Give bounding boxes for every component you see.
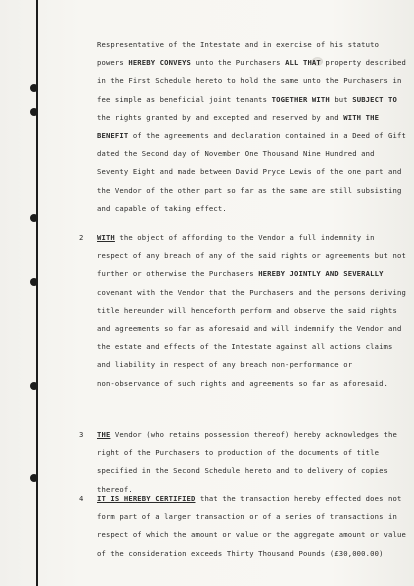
clause-line: powers HEREBY CONVEYS unto the Purchasers ALL THAT property described [97, 58, 406, 68]
clause-line: further or otherwise the Purchasers HEREBY JOINTLY AND SEVERALLY [97, 269, 384, 279]
clause-line: respect of any breach of any of the said rights or agreements but not [97, 251, 406, 261]
clause-number: 2 [79, 233, 84, 242]
clause-1 [97, 36, 406, 218]
clause-number: 3 [79, 430, 84, 439]
clause-line: Seventy Eight and made between David Pryce Lewis of the one part and [97, 167, 402, 177]
clause-line: specified in the Second Schedule hereto and to delivery of copies [97, 466, 389, 476]
clause-line: Respresentative of the Intestate and in exercise of his statuto [97, 40, 380, 49]
punch-hole [30, 382, 38, 390]
clause-line: right of the Purchasers to production of the documents of title [97, 448, 380, 458]
punch-hole [30, 108, 38, 116]
clause-line: of the consideration exceeds Thirty Thousand Pounds (£30,000.00) [97, 548, 384, 558]
clause-line: and agreements so far as aforesaid and will indemnify the Vendor and [97, 324, 402, 334]
clause-4 [97, 490, 406, 563]
clause-3 [97, 426, 397, 499]
clause-line: and capable of taking effect. [97, 203, 227, 213]
clause-line: BENEFIT of the agreements and declaration contained in a Deed of Gift [97, 131, 406, 141]
clause-line: and liability in respect of any breach non-performance or [97, 360, 353, 370]
clause-line: covenant with the Vendor that the Purchasers and the persons deriving [97, 287, 406, 297]
punch-hole [30, 214, 38, 222]
punch-hole [30, 278, 38, 286]
clause-line: dated the Second day of November One Thousand Nine Hundred and [97, 149, 375, 159]
clause-line: THE Vendor (who retains possession thereof) hereby acknowledges the [97, 430, 397, 439]
clause-number: 4 [79, 494, 84, 503]
clause-line: thereof. [97, 484, 133, 494]
punch-hole [30, 84, 38, 92]
clause-line: WITH the object of affording to the Vendor a full indemnity in [97, 233, 375, 242]
clause-line: IT IS HEREBY CERTIFIED that the transaction hereby effected does not [97, 494, 402, 503]
clause-line: respect of which the amount or value or the aggregate amount or value [97, 530, 406, 540]
clause-line: the rights granted by and excepted and reserved by and WITH THE [97, 112, 380, 122]
clause-line: the Vendor of the other part so far as the same are still subsisting [97, 185, 402, 195]
punch-hole [30, 474, 38, 482]
clause-2 [97, 229, 406, 393]
clause-line: non-observance of such rights and agreements so far as aforesaid. [97, 378, 389, 388]
clause-line: in the First Schedule hereto to hold the same unto the Purchasers in [97, 76, 402, 86]
clause-line: form part of a larger transaction or of a series of transactions in [97, 512, 397, 522]
clause-line: fee simple as beneficial joint tenants TOGETHER WITH but SUBJECT TO [97, 94, 398, 104]
clause-line: title hereunder will henceforth perform and observe the said rights [97, 305, 397, 315]
clause-line: the estate and effects of the Intestate against all actions claims [97, 342, 393, 352]
